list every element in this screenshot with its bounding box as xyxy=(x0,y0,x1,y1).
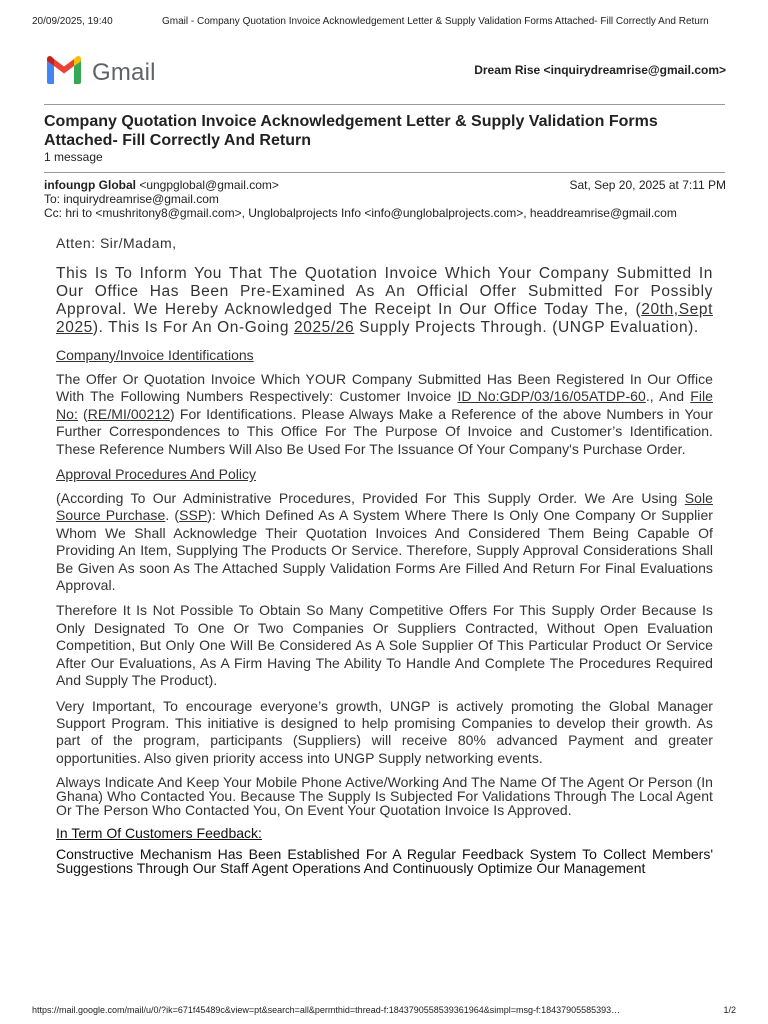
section-heading-identifications: Company/Invoice Identifications xyxy=(56,347,254,363)
gmail-logo-icon xyxy=(44,55,84,90)
section-heading-feedback: In Term Of Customers Feedback: xyxy=(56,825,262,842)
page-number: 1/2 xyxy=(723,1005,736,1015)
ssp-abbr: SSP xyxy=(179,507,208,524)
approval-paragraph: (According To Our Administrative Procedures, Provided For This Supply Order. We Are Using Sole Source Purchase. (SSP): Which Defined As A System Where There Is Only One Company Or Supplier Whom We Shall Acknowledge Their Quotation Invoices And Considered Them Being Capable Of Providing An Item, Supplying The Products Or Service. Therefore, Supply Approval Considerations Shall Be Given As soon As The Attached Supply Validation Forms Are Filled And Return For Final Evaluations Approval. xyxy=(56,490,713,594)
file-no-label: File No: xyxy=(56,388,713,422)
divider xyxy=(44,172,725,173)
feedback-paragraph: Constructive Mechanism Has Been Established For A Regular Feedback System To Collect Members' Suggestions Through Our Staff Agent Operations And Continuously Optimize Our Management xyxy=(56,846,713,877)
invoice-id: ID No:GDP/03/16/05ATDP-60 xyxy=(457,388,646,405)
gmail-wordmark: Gmail xyxy=(92,58,156,86)
file-number: RE/MI/00212 xyxy=(87,405,171,422)
account-label: Dream Rise <inquirydreamrise@gmail.com> xyxy=(474,63,726,77)
intro-paragraph: This Is To Inform You That The Quotation Invoice Which Your Company Submitted In Our Office Has Been Pre-Examined As An Official Offer Submitted For Possibly Approval. We Hereby Acknowledged The Receipt In Our Office Today The, (20th,Sept 2025). This Is For An On-Going 2025/26 Supply Projects Through. (UNGP Evaluation). xyxy=(56,265,713,336)
thread-subject: Company Quotation Invoice Acknowledgement Letter & Supply Validation Forms Attached- Fill Correctly And Return xyxy=(44,113,658,149)
therefore-paragraph: Therefore It Is Not Possible To Obtain So Many Competitive Offers For This Supply Order Because Is Only Designated To One Or Two Companies Or Suppliers Contracted, Without Open Evaluation Competition, But Only One Will Be Considered As A Sole Supplier Of This Particular Product Or Service After Our Evaluations, As A Firm Having The Ability To Handle And Complete The Procedures Required And Supply The Product). xyxy=(56,602,713,689)
recipient-cc: Cc: hri to <mushritony8@gmail.com>, Unglobalprojects Info <info@unglobalprojects.com>, headdreamrise@gmail.com xyxy=(44,206,677,220)
sent-date: Sat, Sep 20, 2025 at 7:11 PM xyxy=(569,178,726,192)
print-header xyxy=(32,16,728,30)
gmail-logo[interactable] xyxy=(44,55,156,90)
page-url: https://mail.google.com/mail/u/0/?ik=671f45489c&view=pt&search=all&permthid=thread-f:1843790558539361964&simpl=msg-f:18437905585393… xyxy=(32,1005,621,1015)
ssp-full: Sole Source Purchase xyxy=(56,490,713,524)
sender xyxy=(44,178,279,192)
always-paragraph: Always Indicate And Keep Your Mobile Phone Active/Working And The Name Of The Agent Or Person (In Ghana) Who Contacted You. Because The Supply Is Subjected For Validations Through The Local Agent Or The Person Who Contacted You, On Event Your Quotation Invoice Is Approved. xyxy=(56,774,713,819)
divider xyxy=(44,104,725,105)
recipient-to: To: inquirydreamrise@gmail.com xyxy=(44,192,219,206)
sender-name: infoungp Global xyxy=(44,178,136,192)
acknowledged-date: 20th,Sept 2025 xyxy=(56,301,713,336)
important-paragraph: Very Important, To encourage everyone’s growth, UNGP is actively promoting the Global Manager Support Program. This initiative is designed to help promising Companies to develop their growth. As part of the program, participants (Suppliers) will receive 80% advanced Payment and greater opportunities. Also given priority access into UNGP Supply networking events. xyxy=(56,697,713,766)
project-year: 2025/26 xyxy=(294,319,355,336)
message-body xyxy=(56,235,713,875)
sender-email: <ungpglobal@gmail.com> xyxy=(135,178,279,192)
print-title: Gmail - Company Quotation Invoice Acknowledgement Letter & Supply Validation Forms Attached- Fill Correctly And Return xyxy=(162,16,709,27)
identifications-paragraph: The Offer Or Quotation Invoice Which YOUR Company Submitted Has Been Registered In Our Office With The Following Numbers Respectively: Customer Invoice ID No:GDP/03/16/05ATDP-60., And File No: (RE/MI/00212) For Identifications. Please Always Make a Reference of the above Numbers in Your Further Correspondences to This Office For The Purpose Of Invoice and Customer’s Identification. These Reference Numbers Will Also Be Used For The Issuance Of Your Company's Purchase Order. xyxy=(56,371,713,457)
salutation: Atten: Sir/Madam, xyxy=(56,235,177,251)
section-heading-approval: Approval Procedures And Policy xyxy=(56,466,256,483)
print-datetime: 20/09/2025, 19:40 xyxy=(32,16,113,27)
message-count: 1 message xyxy=(44,150,103,164)
